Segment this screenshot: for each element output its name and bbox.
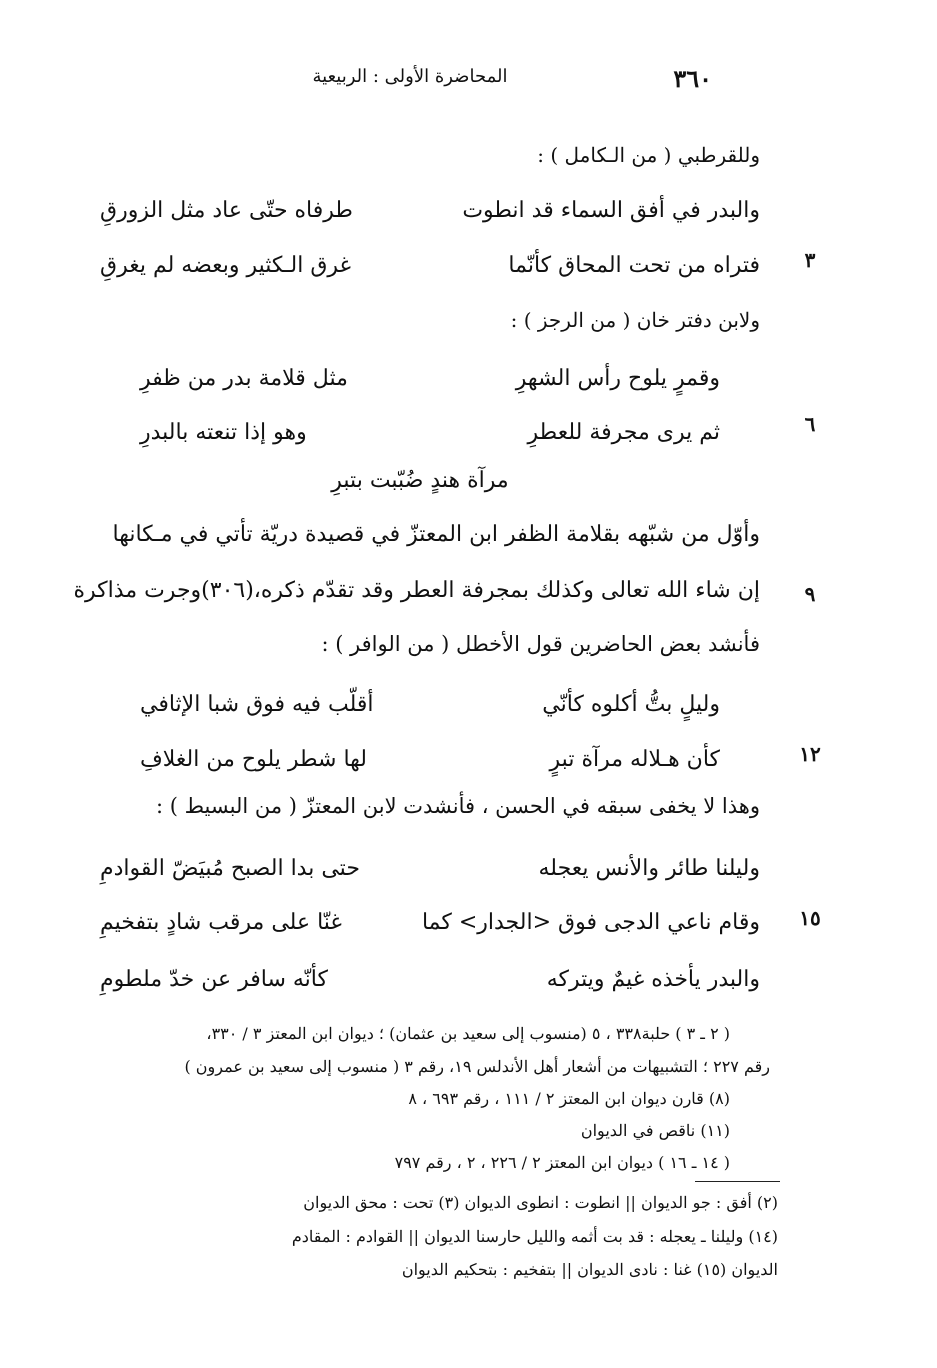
line-number: ١٥ — [799, 906, 821, 930]
variant-note: (١٤) وليلنا ـ يعجله : قد بت أثمه والليل حارسنا الديوان || القوادم : المقادم — [291, 1227, 778, 1246]
prose-line: وأوّل من شبّهه بقلامة الظفر ابن المعتزّ في قصيدة دريّة تأتي في مـكانها — [112, 522, 760, 547]
verse-line — [140, 737, 720, 781]
verse-first-hemistich: وليلٍ بتُّ أكلوه كأنّي — [542, 691, 720, 717]
verse-first-hemistich: وليلنا طائر والأنس يعجله — [538, 855, 760, 881]
running-title: المحاضرة الأولى : الربيعية — [312, 66, 508, 87]
prose-line: فأنشد بعض الحاضرين قول الأخطل ( من الوافر ) : — [321, 632, 760, 656]
verse-first-hemistich: كأن هـلاله مرآة تبرٍ — [549, 746, 720, 772]
verse-line — [100, 188, 760, 232]
verse-single-hemistich: مرآة هندٍ ضُبّبت بتبرِ — [331, 468, 509, 493]
source-note: ( ٢ ـ ٣ ) حلبة٣٣٨ ، ٥ (منسوب إلى سعيد بن عثمان) ؛ ديوان ابن المعتز ٣ / ٣٣٠، — [206, 1024, 730, 1043]
prose-line: وهذا لا يخفى سبقه في الحسن ، فأنشدت لابن المعتزّ ( من البسيط ) : — [156, 794, 760, 818]
verse-line — [100, 846, 760, 890]
verse-line — [100, 243, 760, 287]
verse-line — [140, 356, 720, 400]
verse-line — [140, 682, 720, 726]
verse-second-hemistich: غرق الـكثير وبعضه لم يغرقِ — [100, 252, 352, 278]
variant-note: الديوان (١٥) غنا : نادى الديوان || بتفخيم : بتحكيم الديوان — [401, 1260, 778, 1279]
line-number: ٣ — [804, 248, 816, 272]
page-number: ٣٦٠ — [673, 64, 712, 93]
verse-second-hemistich: كأنّه سافر عن خدّ ملطومِ — [100, 966, 328, 992]
verse-line — [140, 410, 720, 454]
source-note: رقم ٢٢٧ ؛ التشبيهات من أشعار أهل الأندلس ١٩، رقم ٣ ( منسوب إلى سعيد بن عمرون ) — [184, 1057, 770, 1076]
verse-line — [100, 900, 760, 944]
verse-second-hemistich: وهو إذا تنعته بالبدرِ — [140, 419, 307, 445]
verse-line — [100, 957, 760, 1001]
verse-first-hemistich: والبدر يأخذه غيمٌ ويتركه — [546, 966, 760, 992]
prose-line: إن شاء الله تعالى وكذلك بمجرفة العطر وقد تقدّم ذكره،(٣٠٦)وجرت مذاكرة — [73, 578, 760, 603]
verse-second-hemistich: غنّا على مرقب شادٍ بتفخيمِ — [100, 909, 342, 935]
line-number: ٦ — [804, 412, 816, 436]
source-note: (١١) ناقص في الديوان — [580, 1121, 730, 1140]
intro-qurtubi: وللقرطبي ( من الـكامل ) : — [537, 143, 760, 167]
verse-first-hemistich: ثم يرى مجرفة للعطرِ — [527, 419, 720, 445]
source-note: (٨) قارن ديوان ابن المعتز ٢ / ١١١ ، رقم ٦٩٣ ، ٨ — [408, 1089, 730, 1108]
verse-second-hemistich: حتى بدا الصبح مُبيَضّ القوادمِ — [100, 855, 360, 881]
verse-first-hemistich: فتراه من تحت المحاق كأنّما — [508, 252, 760, 278]
verse-second-hemistich: أقلّب فيه فوق شبا الإثافي — [140, 691, 374, 717]
footnote-separator — [695, 1181, 780, 1182]
verse-first-hemistich: وقمرٍ يلوح رأس الشهرِ — [515, 365, 720, 391]
verse-second-hemistich: مثل قلامة بدر من ظفرِ — [140, 365, 348, 391]
variant-note: (٢) أفق : جو الديوان || انطوت : انطوى الديوان (٣) تحت : محق الديوان — [303, 1193, 778, 1212]
verse-second-hemistich: طرفاه حتّى عاد مثل الزورقِ — [100, 197, 353, 223]
intro-ibn-daftar-khan: ولابن دفتر خان ( من الرجز ) : — [510, 308, 760, 332]
verse-second-hemistich: لها شطر يلوح من الغلافِ — [140, 746, 368, 772]
source-note: ( ١٤ ـ ١٦ ) ديوان ابن المعتز ٢ / ٢٢٦ ، ٢ ، رقم ٧٩٧ — [394, 1153, 730, 1172]
line-number: ٩ — [804, 582, 816, 606]
verse-first-hemistich: وقام ناعي الدجى فوق <الجدار> كما — [421, 909, 760, 935]
verse-first-hemistich: والبدر في أفق السماء قد انطوت — [462, 197, 760, 223]
line-number: ١٢ — [799, 742, 821, 766]
